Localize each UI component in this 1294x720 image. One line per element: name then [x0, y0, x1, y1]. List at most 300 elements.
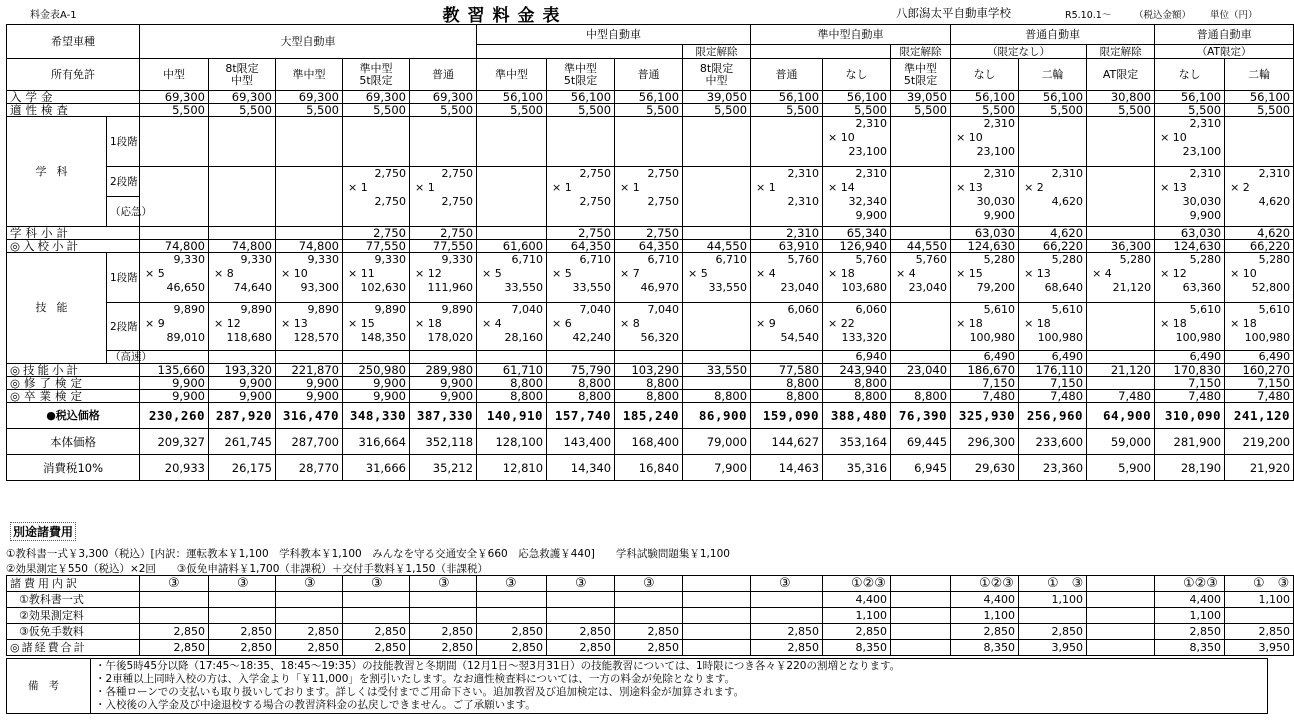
- gino1-cell-15-mult: × 12: [1160, 267, 1187, 280]
- gakka_shokei-cell-8: [683, 227, 751, 240]
- gakka2-cell-10: [823, 167, 891, 227]
- shohizei-cell-14: 5,900: [1087, 455, 1155, 481]
- gino_shokei-cell-9: 77,580: [751, 364, 823, 377]
- karimen_row-cell-8: [683, 624, 751, 640]
- karimen_row-cell-2: 2,850: [276, 624, 343, 640]
- hontai-cell-0: 209,327: [140, 429, 209, 455]
- gino1-cell-16-unit: 5,280: [1258, 253, 1291, 266]
- koka_row-cell-2: [276, 608, 343, 624]
- shohizei-cell-12: 29,630: [951, 455, 1019, 481]
- kosoku-cell-8: [683, 351, 751, 364]
- shokei_row-cell-13: 3,950: [1019, 640, 1087, 656]
- gakka1-cell-8: [683, 117, 751, 167]
- gino_shokei-cell-2: 221,870: [276, 364, 343, 377]
- gakka_shokei-cell-13: 4,620: [1019, 227, 1087, 240]
- uchiwake_row-cell-4: ③: [410, 576, 477, 592]
- gino2-cell-9-total: 54,540: [780, 331, 820, 344]
- shohizei-cell-7: 16,840: [615, 455, 683, 481]
- gakka2-cell-7-total: 2,750: [647, 195, 680, 208]
- uchiwake_row-cell-10: ①②③: [823, 576, 891, 592]
- gakka1-cell-15: [1155, 117, 1225, 167]
- gino1-cell-5-mult: × 5: [482, 267, 502, 280]
- uchiwake_row-cell-6: ③: [547, 576, 615, 592]
- gino2-cell-11: [891, 303, 951, 351]
- gakka_shokei-cell-6: 2,750: [547, 227, 615, 240]
- hontai-cell-1: 261,745: [209, 429, 276, 455]
- shuryo-cell-14: [1087, 377, 1155, 390]
- gino_shokei-cell-10: 243,940: [823, 364, 891, 377]
- gino1-cell-9-total: 23,040: [780, 281, 820, 294]
- gakka2-cell-14: [1087, 167, 1155, 227]
- gino2-cell-2: [276, 303, 343, 351]
- gino1-cell-11: [891, 253, 951, 303]
- gakka_shokei-cell-14: [1087, 227, 1155, 240]
- gakka2-cell-3-mult: × 1: [348, 181, 368, 194]
- gakka2-cell-10-mult: × 14: [828, 181, 855, 194]
- gino2-cell-5-total: 28,160: [504, 331, 544, 344]
- gino1-cell-0: [140, 253, 209, 303]
- license-cell-9: 普通: [751, 59, 823, 91]
- group-junchugata: 準中型自動車: [751, 25, 951, 45]
- shuryo-cell-11: [891, 377, 951, 390]
- gakka_shokei-cell-16: 4,620: [1225, 227, 1294, 240]
- koka_row-cell-10: 1,100: [823, 608, 891, 624]
- license-cell-12: なし: [951, 59, 1019, 91]
- gino2-cell-9: [751, 303, 823, 351]
- gakka2-cell-16-total: 4,620: [1258, 195, 1291, 208]
- gino2-cell-10-mult: × 22: [828, 317, 855, 330]
- uchiwake_row-cell-5: ③: [477, 576, 547, 592]
- gino2-cell-14: [1087, 303, 1155, 351]
- gakka_shokei-cell-15: 63,030: [1155, 227, 1225, 240]
- gino1-cell-1: [209, 253, 276, 303]
- gino1-cell-13: [1019, 253, 1087, 303]
- gakka-label: 学科: [7, 117, 107, 227]
- nyuko_shokei-cell-3: 77,550: [343, 240, 410, 253]
- shoyu-label: 所有免許: [7, 59, 140, 91]
- gakka2-cell-12-total: 30,030: [976, 195, 1016, 208]
- kosoku-spacer: （高速）: [107, 351, 140, 364]
- tekisei-cell-15: 5,500: [1155, 104, 1225, 117]
- shohizei-cell-2: 28,770: [276, 455, 343, 481]
- gakka1-cell-14: [1087, 117, 1155, 167]
- gino1-cell-1-unit: 9,330: [240, 253, 272, 266]
- futsu-at-sub: （AT限定）: [1155, 45, 1294, 59]
- gino1-cell-11-mult: × 4: [896, 267, 916, 280]
- gino_shokei-cell-6: 75,790: [547, 364, 615, 377]
- gino1-cell-16-total: 52,800: [1251, 281, 1291, 294]
- kosoku-cell-9: [751, 351, 823, 364]
- gino_shokei-cell-3: 250,980: [343, 364, 410, 377]
- gakka1-cell-15-mult: × 10: [1160, 131, 1187, 144]
- gino1-cell-11-total: 23,040: [908, 281, 948, 294]
- shokei_row-cell-16: 3,950: [1225, 640, 1294, 656]
- gakka2-cell-15-mult: × 13: [1160, 181, 1187, 194]
- shohizei-cell-16: 21,920: [1225, 455, 1294, 481]
- sotsugyo-cell-8: 8,800: [683, 390, 751, 403]
- kosoku-cell-11: [891, 351, 951, 364]
- zeikomi-label: ●税込価格: [7, 403, 140, 429]
- license-cell-1: 8t限定 中型: [209, 59, 276, 91]
- nyuko_shokei-cell-1: 74,800: [209, 240, 276, 253]
- sotsugyo-cell-10: 8,800: [823, 390, 891, 403]
- shuryo-cell-1: 9,900: [209, 377, 276, 390]
- gino_shokei-cell-14: 21,120: [1087, 364, 1155, 377]
- gino2-cell-13: [1019, 303, 1087, 351]
- gino1-cell-15: [1155, 253, 1225, 303]
- nyuko_shokei-cell-13: 66,220: [1019, 240, 1087, 253]
- page-header: [0, 0, 1280, 26]
- gino1-cell-5-total: 33,550: [504, 281, 544, 294]
- gino_shokei-cell-5: 61,710: [477, 364, 547, 377]
- shuryo-cell-7: 8,800: [615, 377, 683, 390]
- gino2-cell-16-unit: 5,610: [1258, 303, 1291, 316]
- hontai-cell-8: 79,000: [683, 429, 751, 455]
- gakka2-cell-16-unit: 2,310: [1258, 167, 1291, 180]
- karimen_row-cell-10: 2,850: [823, 624, 891, 640]
- gino2-cell-4: [410, 303, 477, 351]
- zeikomi-cell-8: 86,900: [683, 403, 751, 429]
- karimen_row-cell-4: 2,850: [410, 624, 477, 640]
- tekisei-cell-1: 5,500: [209, 104, 276, 117]
- shohizei-cell-8: 7,900: [683, 455, 751, 481]
- gakka1-cell-10-mult: × 10: [828, 131, 855, 144]
- gino1-cell-0-total: 46,650: [166, 281, 205, 294]
- shuryo-cell-2: 9,900: [276, 377, 343, 390]
- nyuko_shokei-cell-9: 63,910: [751, 240, 823, 253]
- chugata-gentei: 限定解除: [683, 45, 751, 59]
- gino2-cell-15: [1155, 303, 1225, 351]
- nyugaku-cell-11: 39,050: [891, 91, 951, 104]
- nyugaku-cell-8: 39,050: [683, 91, 751, 104]
- gakka_shokei-cell-3: 2,750: [343, 227, 410, 240]
- license-cell-3: 準中型 5t限定: [343, 59, 410, 91]
- gakka2-cell-9: [751, 167, 823, 227]
- nyugaku-cell-3: 69,300: [343, 91, 410, 104]
- junchugata-spacer: [751, 45, 891, 59]
- shuryo-cell-3: 9,900: [343, 377, 410, 390]
- page-title: 教習料金表: [442, 6, 568, 26]
- kyokasho_row-cell-14: [1087, 592, 1155, 608]
- gino2-cell-2-total: 128,570: [293, 331, 339, 344]
- group-ogata: 大型自動車: [140, 25, 477, 59]
- gakka_shokei-cell-11: [891, 227, 951, 240]
- form-code: 料金表A-1: [30, 10, 77, 21]
- kosoku-cell-1: [209, 351, 276, 364]
- gino1-cell-3-mult: × 11: [348, 267, 375, 280]
- uchiwake_row-cell-15: ①②③: [1155, 576, 1225, 592]
- gino1-cell-4: [410, 253, 477, 303]
- shohizei-cell-4: 35,212: [410, 455, 477, 481]
- gakka2-cell-16-mult: × 2: [1230, 181, 1250, 194]
- gino2-cell-10-total: 133,320: [841, 331, 888, 344]
- zeikomi-cell-7: 185,240: [615, 403, 683, 429]
- shokei_row-cell-5: 2,850: [477, 640, 547, 656]
- gakka_shokei-cell-5: [477, 227, 547, 240]
- gino_shokei-cell-13: 176,110: [1019, 364, 1087, 377]
- gino1-cell-12-total: 79,200: [976, 281, 1016, 294]
- misc-costs-table: [6, 575, 1294, 656]
- gino2-cell-4-unit: 9,890: [441, 303, 474, 316]
- gakka2-cell-2: [276, 167, 343, 227]
- koka_row-cell-3: [343, 608, 410, 624]
- shohizei-label: 消費税10%: [7, 455, 140, 481]
- gino2-cell-0-unit: 9,890: [173, 303, 205, 316]
- gino1-cell-12-unit: 5,280: [983, 253, 1016, 266]
- kyokasho_row-cell-3: [343, 592, 410, 608]
- gakka2-cell-4-total: 2,750: [441, 195, 474, 208]
- nyuko_shokei-cell-7: 64,350: [615, 240, 683, 253]
- tekisei-cell-5: 5,500: [477, 104, 547, 117]
- school-name: 八郎潟太平自動車学校: [896, 6, 1011, 20]
- note-item-3: ・ 入校後の入学金及び中途退校する場合の教習済料金の払戻しできません。ご了承願います。: [105, 699, 1263, 712]
- gino2-cell-3: [343, 303, 410, 351]
- tekisei-cell-10: 5,500: [823, 104, 891, 117]
- gino1-cell-5: [477, 253, 547, 303]
- uchiwake_row-cell-9: ③: [751, 576, 823, 592]
- shokei_row-cell-11: [891, 640, 951, 656]
- zeikomi-cell-9: 159,090: [751, 403, 823, 429]
- gino1-cell-9-mult: × 4: [756, 267, 776, 280]
- nyuko_shokei-cell-8: 44,550: [683, 240, 751, 253]
- gakka1-cell-12-total: 23,100: [976, 145, 1016, 158]
- hontai-cell-10: 353,164: [823, 429, 891, 455]
- kyokasho_row-cell-4: [410, 592, 477, 608]
- shohizei-cell-6: 14,340: [547, 455, 615, 481]
- gakka_shokei-cell-7: 2,750: [615, 227, 683, 240]
- gino2-cell-6-total: 42,240: [572, 331, 612, 344]
- nyuko_shokei-cell-0: 74,800: [140, 240, 209, 253]
- gino1-cell-7-unit: 6,710: [647, 253, 680, 266]
- note-item-1: ・ 2車種以上同時入校の方は、入学金より「￥11,000」を割引いたします。なお適性検査料については、一方の料金が免除となります。: [105, 673, 1263, 686]
- sotsugyo-cell-16: 7,480: [1225, 390, 1294, 403]
- shokei_row-cell-12: 8,350: [951, 640, 1019, 656]
- kyokasho_row-cell-15: 4,400: [1155, 592, 1225, 608]
- uchiwake_row-cell-11: [891, 576, 951, 592]
- zeikomi-cell-15: 310,090: [1155, 403, 1225, 429]
- kyokasho_row-cell-11: [891, 592, 951, 608]
- gino2-cell-0-total: 89,010: [166, 331, 205, 344]
- nyugaku-cell-6: 56,100: [547, 91, 615, 104]
- shuryo-cell-5: 8,800: [477, 377, 547, 390]
- kyokasho_row-cell-0: [140, 592, 209, 608]
- gino2-cell-13-total: 100,980: [1037, 331, 1084, 344]
- gino1-cell-14-mult: × 4: [1092, 267, 1112, 280]
- gino1-cell-4-unit: 9,330: [441, 253, 474, 266]
- license-cell-14: AT限定: [1087, 59, 1155, 91]
- gakka2-cell-1: [209, 167, 276, 227]
- gakka1-cell-10-total: 23,100: [848, 145, 888, 158]
- gakka2-cell-6-total: 2,750: [579, 195, 612, 208]
- shokei_row-cell-14: [1087, 640, 1155, 656]
- gakka2-cell-4-unit: 2,750: [441, 167, 474, 180]
- gino2-cell-7-unit: 7,040: [647, 303, 680, 316]
- koka_row-cell-1: [209, 608, 276, 624]
- hontai-cell-9: 144,627: [751, 429, 823, 455]
- gakka2-cell-15: [1155, 167, 1225, 227]
- karimen_row-cell-15: 2,850: [1155, 624, 1225, 640]
- gino1-cell-9: [751, 253, 823, 303]
- gino1-cell-10-total: 103,680: [841, 281, 888, 294]
- kyokasho_row-cell-1: [209, 592, 276, 608]
- gakka_shokei-cell-2: [276, 227, 343, 240]
- tekisei-cell-4: 5,500: [410, 104, 477, 117]
- hontai-cell-15: 281,900: [1155, 429, 1225, 455]
- karimen_row-cell-0: 2,850: [140, 624, 209, 640]
- hontai-cell-6: 143,400: [547, 429, 615, 455]
- hontai-cell-12: 296,300: [951, 429, 1019, 455]
- gakka-step1: 1段階: [107, 117, 140, 167]
- group-futsu-at: 普通自動車: [1155, 25, 1294, 45]
- gino1-cell-14-unit: 5,280: [1119, 253, 1152, 266]
- shohizei-cell-1: 26,175: [209, 455, 276, 481]
- sotsugyo-cell-11: 8,800: [891, 390, 951, 403]
- uchiwake_row-cell-8: [683, 576, 751, 592]
- gakka1-cell-12-mult: × 10: [956, 131, 983, 144]
- gino2-cell-7: [615, 303, 683, 351]
- gakka1-cell-10: [823, 117, 891, 167]
- misc-uchiwake-label: 諸費用内訳: [7, 576, 140, 592]
- gino1-cell-6: [547, 253, 615, 303]
- gino2-cell-13-unit: 5,610: [1051, 303, 1084, 316]
- gino1-cell-2-unit: 9,330: [307, 253, 339, 266]
- tekisei-cell-7: 5,500: [615, 104, 683, 117]
- kyokasho_row-cell-6: [547, 592, 615, 608]
- gino1-cell-6-total: 33,550: [572, 281, 612, 294]
- hontai-cell-11: 69,445: [891, 429, 951, 455]
- sotsugyo-cell-12: 7,480: [951, 390, 1019, 403]
- nyugaku-cell-10: 56,100: [823, 91, 891, 104]
- extra-line-2: ②効果測定￥550（税込）×2回 ③仮免申請料￥1,700（非課税）＋交付手数料￥1,150（非課税）: [6, 563, 488, 575]
- gino1-cell-8: [683, 253, 751, 303]
- koka_row-cell-15: 1,100: [1155, 608, 1225, 624]
- zeikomi-cell-16: 241,120: [1225, 403, 1294, 429]
- zeikomi-cell-10: 388,480: [823, 403, 891, 429]
- gino1-cell-12-mult: × 15: [956, 267, 983, 280]
- gino1-cell-9-unit: 5,760: [787, 253, 820, 266]
- gakka2-cell-4: [410, 167, 477, 227]
- karimen_row-cell-5: 2,850: [477, 624, 547, 640]
- kosoku-cell-12: 6,490: [951, 351, 1019, 364]
- gakka2-cell-12-mult: × 13: [956, 181, 983, 194]
- tekisei-cell-0: 5,500: [140, 104, 209, 117]
- gino2-cell-8: [683, 303, 751, 351]
- gino1-cell-1-total: 74,640: [233, 281, 272, 294]
- gakka1-cell-12-unit: 2,310: [983, 117, 1016, 130]
- hontai-cell-16: 219,200: [1225, 429, 1294, 455]
- kosoku-cell-6: [547, 351, 615, 364]
- nyuko_shokei-cell-12: 124,630: [951, 240, 1019, 253]
- karimen_row-cell-9: 2,850: [751, 624, 823, 640]
- koka_row-cell-0: [140, 608, 209, 624]
- zeikomi-cell-13: 256,960: [1019, 403, 1087, 429]
- shohizei-cell-5: 12,810: [477, 455, 547, 481]
- koka_row-cell-11: [891, 608, 951, 624]
- gino1-cell-0-mult: × 5: [145, 267, 165, 280]
- shuryo-cell-16: 7,150: [1225, 377, 1294, 390]
- gakka2-cell-9-mult: × 1: [756, 181, 776, 194]
- shohizei-cell-3: 31,666: [343, 455, 410, 481]
- gakka2-cell-16: [1225, 167, 1294, 227]
- futsu-sub: （限定なし）: [951, 45, 1087, 59]
- gakka-step2: 2段階: [107, 167, 140, 197]
- gino2-cell-0: [140, 303, 209, 351]
- shokei_row-cell-0: 2,850: [140, 640, 209, 656]
- gino2-cell-7-total: 56,320: [640, 331, 680, 344]
- junchugata-gentei: 限定解除: [891, 45, 951, 59]
- karimen_row-cell-12: 2,850: [951, 624, 1019, 640]
- gino2-cell-15-unit: 5,610: [1189, 303, 1222, 316]
- nyugaku-cell-7: 56,100: [615, 91, 683, 104]
- gino_shokei-cell-4: 289,980: [410, 364, 477, 377]
- uchiwake_row-cell-3: ③: [343, 576, 410, 592]
- gino2-cell-3-total: 148,350: [360, 331, 406, 344]
- koka_row-cell-6: [547, 608, 615, 624]
- shokei_row-cell-9: 2,850: [751, 640, 823, 656]
- hontai-cell-4: 352,118: [410, 429, 477, 455]
- zeikomi-cell-11: 76,390: [891, 403, 951, 429]
- gakka_shokei-cell-1: [209, 227, 276, 240]
- gino1-cell-12: [951, 253, 1019, 303]
- note-item-2: ・ 各種ローンでの支払いも取り扱いしております。詳しくは受付までご用命下さい。追加教習及び追加検定は、別途料金が加算されます。: [105, 686, 1263, 699]
- gino1-cell-14: [1087, 253, 1155, 303]
- tekisei-cell-16: 5,500: [1225, 104, 1294, 117]
- gino1-cell-7: [615, 253, 683, 303]
- gino2-cell-0-mult: × 9: [145, 317, 165, 330]
- note-item-0: ・ 午後5時45分以降（17:45～18:35、18:45～19:35）の技能教習と冬期間（12月1日～翌3月31日）の技能教習については、1時限につき各々￥220の割増となります。: [105, 660, 1263, 673]
- gakka2-cell-6-unit: 2,750: [579, 167, 612, 180]
- shohizei-cell-0: 20,933: [140, 455, 209, 481]
- gino1-cell-16-mult: × 10: [1230, 267, 1257, 280]
- shohizei-cell-15: 28,190: [1155, 455, 1225, 481]
- gino2-cell-7-mult: × 8: [620, 317, 640, 330]
- koka_row-cell-8: [683, 608, 751, 624]
- koka_row-cell-9: [751, 608, 823, 624]
- uchiwake_row-cell-1: ③: [209, 576, 276, 592]
- shohizei-cell-9: 14,463: [751, 455, 823, 481]
- nyuko_shokei-cell-5: 61,600: [477, 240, 547, 253]
- shokei_row-cell-3: 2,850: [343, 640, 410, 656]
- gino_shokei-cell-15: 170,830: [1155, 364, 1225, 377]
- gakka2-cell-10-unit: 2,310: [855, 167, 888, 180]
- gino2-cell-5: [477, 303, 547, 351]
- gino2-cell-1-unit: 9,890: [240, 303, 272, 316]
- effective-date: R5.10.1～: [1065, 10, 1112, 21]
- nyugaku-cell-4: 69,300: [410, 91, 477, 104]
- nyuko_shokei-cell-6: 64,350: [547, 240, 615, 253]
- nyugaku-cell-13: 56,100: [1019, 91, 1087, 104]
- gakka2-cell-13: [1019, 167, 1087, 227]
- gino1-cell-2-mult: × 10: [281, 267, 308, 280]
- uchiwake_row-cell-7: ③: [615, 576, 683, 592]
- notes-table: [6, 658, 1268, 714]
- gakka2-cell-12-extra: 9,900: [983, 209, 1016, 222]
- koka_row-cell-4: [410, 608, 477, 624]
- nyuko_shokei-cell-4: 77,550: [410, 240, 477, 253]
- gino1-cell-5-unit: 6,710: [511, 253, 544, 266]
- gakka1-cell-11: [891, 117, 951, 167]
- gino1-cell-1-mult: × 8: [214, 267, 234, 280]
- karimen_row-cell-14: [1087, 624, 1155, 640]
- gakka1-cell-2: [276, 117, 343, 167]
- gakka1-cell-15-unit: 2,310: [1189, 117, 1222, 130]
- nyuko_shokei-cell-10: 126,940: [823, 240, 891, 253]
- gino1-cell-4-total: 111,960: [427, 281, 474, 294]
- gino2-cell-9-mult: × 9: [756, 317, 776, 330]
- unit-label: 単位（円）: [1210, 10, 1258, 21]
- license-cell-6: 準中型 5t限定: [547, 59, 615, 91]
- gino1-cell-8-unit: 6,710: [715, 253, 748, 266]
